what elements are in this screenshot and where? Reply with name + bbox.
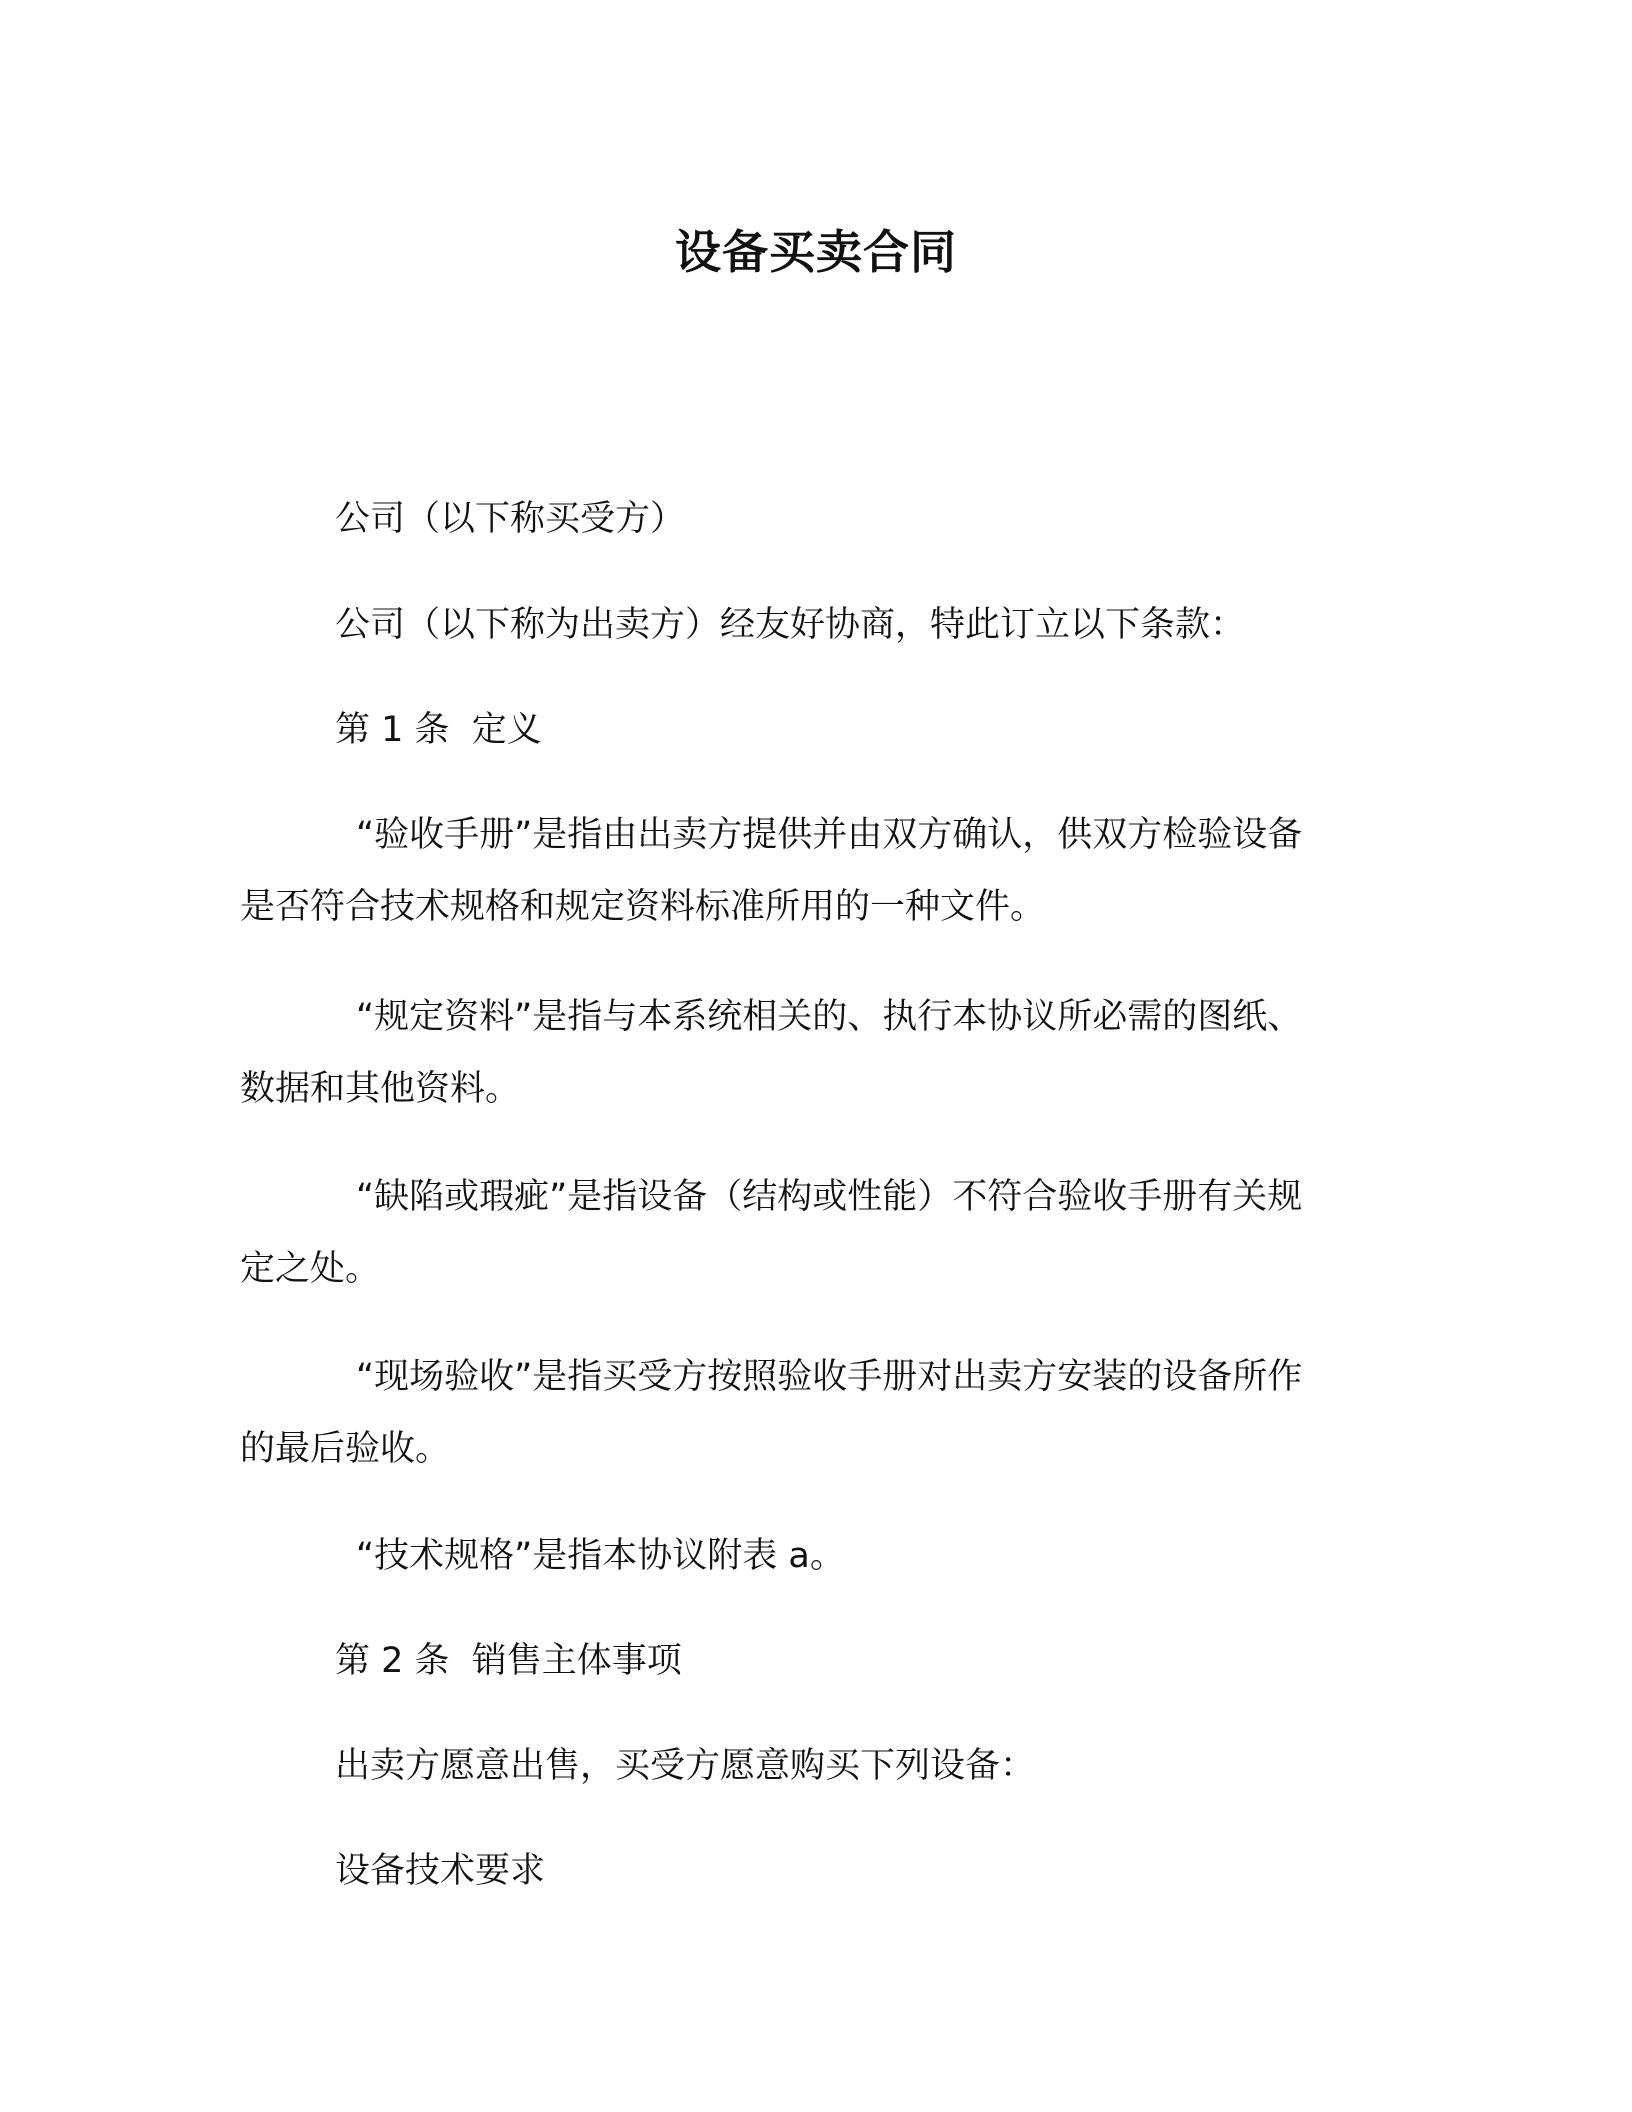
tech-requirements-heading: 设备技术要求 <box>335 1851 546 1891</box>
definition-2-line-1: “规定资料”是指与本系统相关的、执行本协议所必需的图纸、 <box>356 997 1303 1037</box>
party-seller: 公司（以下称为出卖方）经友好协商，特此订立以下条款： <box>335 605 1246 645</box>
definition-5: “技术规格”是指本协议附表 a。 <box>356 1536 845 1576</box>
definition-3-line-2: 定之处。 <box>240 1249 381 1289</box>
article-2-heading: 第 2 条 销售主体事项 <box>335 1641 682 1681</box>
definition-2-line-2: 数据和其他资料。 <box>240 1069 521 1109</box>
document-title: 设备买卖合同 <box>675 225 957 279</box>
definition-3-line-1: “缺陷或瑕疵”是指设备（结构或性能）不符合验收手册有关规 <box>356 1177 1303 1217</box>
definition-1-line-2: 是否符合技术规格和规定资料标准所用的一种文件。 <box>240 887 1046 927</box>
article-1-heading: 第 1 条 定义 <box>335 710 542 750</box>
party-buyer: 公司（以下称买受方） <box>335 499 686 539</box>
definition-4-line-2: 的最后验收。 <box>240 1429 451 1469</box>
sale-statement: 出卖方愿意出售，买受方愿意购买下列设备： <box>335 1746 1036 1786</box>
definition-1-line-1: “验收手册”是指由出卖方提供并由双方确认，供双方检验设备 <box>356 815 1303 855</box>
definition-4-line-1: “现场验收”是指买受方按照验收手册对出卖方安装的设备所作 <box>356 1357 1303 1397</box>
